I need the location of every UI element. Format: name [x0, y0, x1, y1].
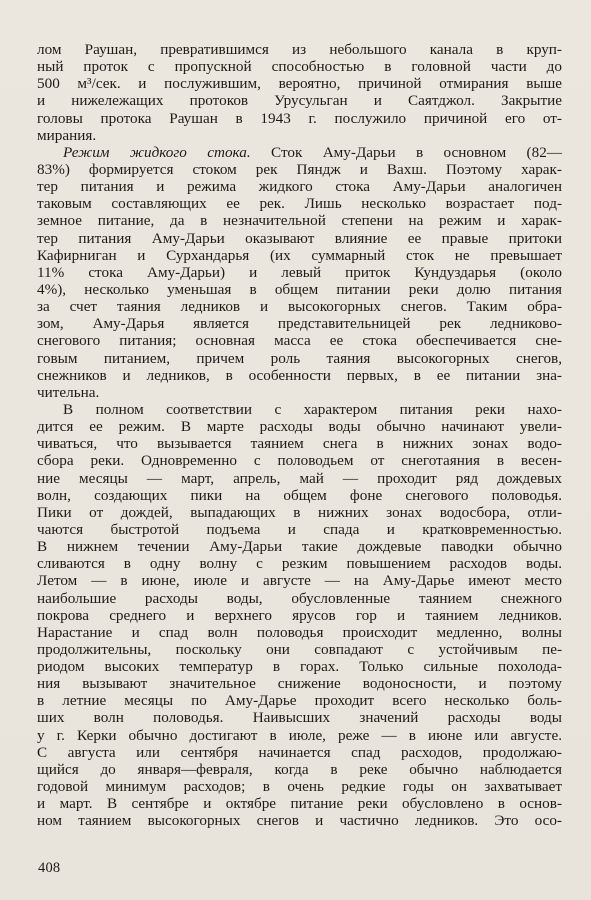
text-line: ния вызывают значительное снижение водоносности, и поэтому: [37, 675, 562, 693]
text-line: мирания.: [37, 126, 97, 144]
text-line: наибольшие расходы воды, обусловленные таянием снежного: [37, 589, 562, 607]
text-line: зом, Аму-Дарья является представительницей рек ледниково-: [37, 315, 562, 333]
text-line: риодом высоких температур в горах. Только сильные похолода-: [37, 658, 562, 676]
text-line: сбора реки. Одновременно с половодьем от снеготаяния в весен-: [37, 452, 562, 470]
text-line: снежников и ледников, в особенности первых, в ее питании зна-: [37, 366, 562, 384]
text-line: 11% стока Аму-Дарьи) и левый приток Кундуздарья (около: [37, 263, 562, 281]
text-line: таковым составляющих ее рек. Лишь несколько возрастает под-: [37, 195, 562, 213]
text-line: Летом — в июне, июле и августе — на Аму-Дарье имеют место: [37, 572, 562, 590]
text-line: лом Раушан, превратившимся из небольшого канала в круп-: [37, 41, 562, 58]
text-line: волн, создающих пики на общем фоне снегового половодья.: [37, 486, 562, 504]
text-line: ших волн половодья. Наивысших значений расходы воды: [37, 709, 562, 727]
text-line: Кафирниган и Сурхандарья (их суммарный сток не превышает: [37, 246, 562, 264]
text-line: чительна.: [37, 383, 100, 401]
text-line: ние месяцы — март, апрель, май — проходит ряд дождевых: [37, 469, 562, 487]
text-line: сливаются в одну волну с резким повышением расходов воды.: [37, 555, 562, 573]
text-line: у г. Керки обычно достигают в июле, реже — в июне или августе.: [37, 726, 562, 744]
paragraph-first-line: В полном соответствии с характером питания реки нахо-: [63, 400, 562, 418]
text-line: 83%) формируется стоком рек Пяндж и Вахш. Поэтому харак-: [37, 160, 562, 178]
text-line: говым питанием, причем роль таяния высокогорных снегов,: [37, 349, 562, 367]
text-line: ный проток с пропускной способностью в головной части до: [37, 58, 562, 76]
text-line: за счет таяния ледников и высокогорных снегов. Таким обра-: [37, 298, 562, 316]
text-line: чаются быстротой подъема и спада и кратковременностью.: [37, 520, 562, 538]
text-line: С августа или сентября начинается спад расходов, продолжаю-: [37, 743, 562, 761]
text-line: чиваться, что вызывается таянием снега в нижних зонах водо-: [37, 435, 562, 453]
text-line: тер питания Аму-Дарьи оказывают влияние ее правые притоки: [37, 229, 562, 247]
paragraph-first-line: [37, 144, 562, 161]
text-line: 500 м³/сек. и послужившим, вероятно, причиной отмирания выше: [37, 75, 562, 93]
text-line: 4%), несколько уменьшая в общем питании реки долю питания: [37, 280, 562, 298]
text-line: в летние месяцы по Аму-Дарье проходит всего несколько боль-: [37, 692, 562, 710]
text-line: годовой минимум расходов; в очень редкие годы он захватывает: [37, 778, 562, 796]
text-line: тер питания и режима жидкого стока Аму-Дарьи аналогичен: [37, 178, 562, 196]
text-line: и нижележащих протоков Урусульган и Саятджол. Закрытие: [37, 92, 562, 110]
text-line: продолжительны, поскольку они совпадают с устойчивым пе-: [37, 640, 562, 658]
page-number: 408: [38, 860, 61, 876]
text-line: В нижнем течении Аму-Дарьи такие дождевые паводки обычно: [37, 538, 562, 556]
text-line: ном таянием высокогорных снегов и частично ледников. Это осо-: [37, 812, 562, 830]
text-line: головы протока Раушан в 1943 г. послужило причиной его от-: [37, 109, 562, 127]
text-line: щийся до января—февраля, когда в реке обычно наблюдается: [37, 760, 562, 778]
text-line: Пики от дождей, выпадающих в нижних зонах водосбора, отли-: [37, 503, 562, 521]
text-line: земное питание, да в незначительной степени на режим и харак-: [37, 212, 562, 230]
text-line: дится ее режим. В марте расходы воды обычно начинают увели-: [37, 418, 562, 436]
body-text: [37, 41, 562, 829]
section-run-in-heading: Режим жидкого стока.: [63, 143, 251, 161]
text-line: покрова среднего и верхнего ярусов гор и таянием ледников.: [37, 606, 562, 624]
text-line: снегового питания; основная масса ее стока обеспечивается сне-: [37, 332, 562, 350]
text-line-rest: Сток Аму-Дарьи в основном (82—: [250, 143, 562, 161]
text-line: и март. В сентябре и октябре питание реки обусловлено в основ-: [37, 795, 562, 813]
text-line: Нарастание и спад волн половодья происходит медленно, волны: [37, 623, 562, 641]
